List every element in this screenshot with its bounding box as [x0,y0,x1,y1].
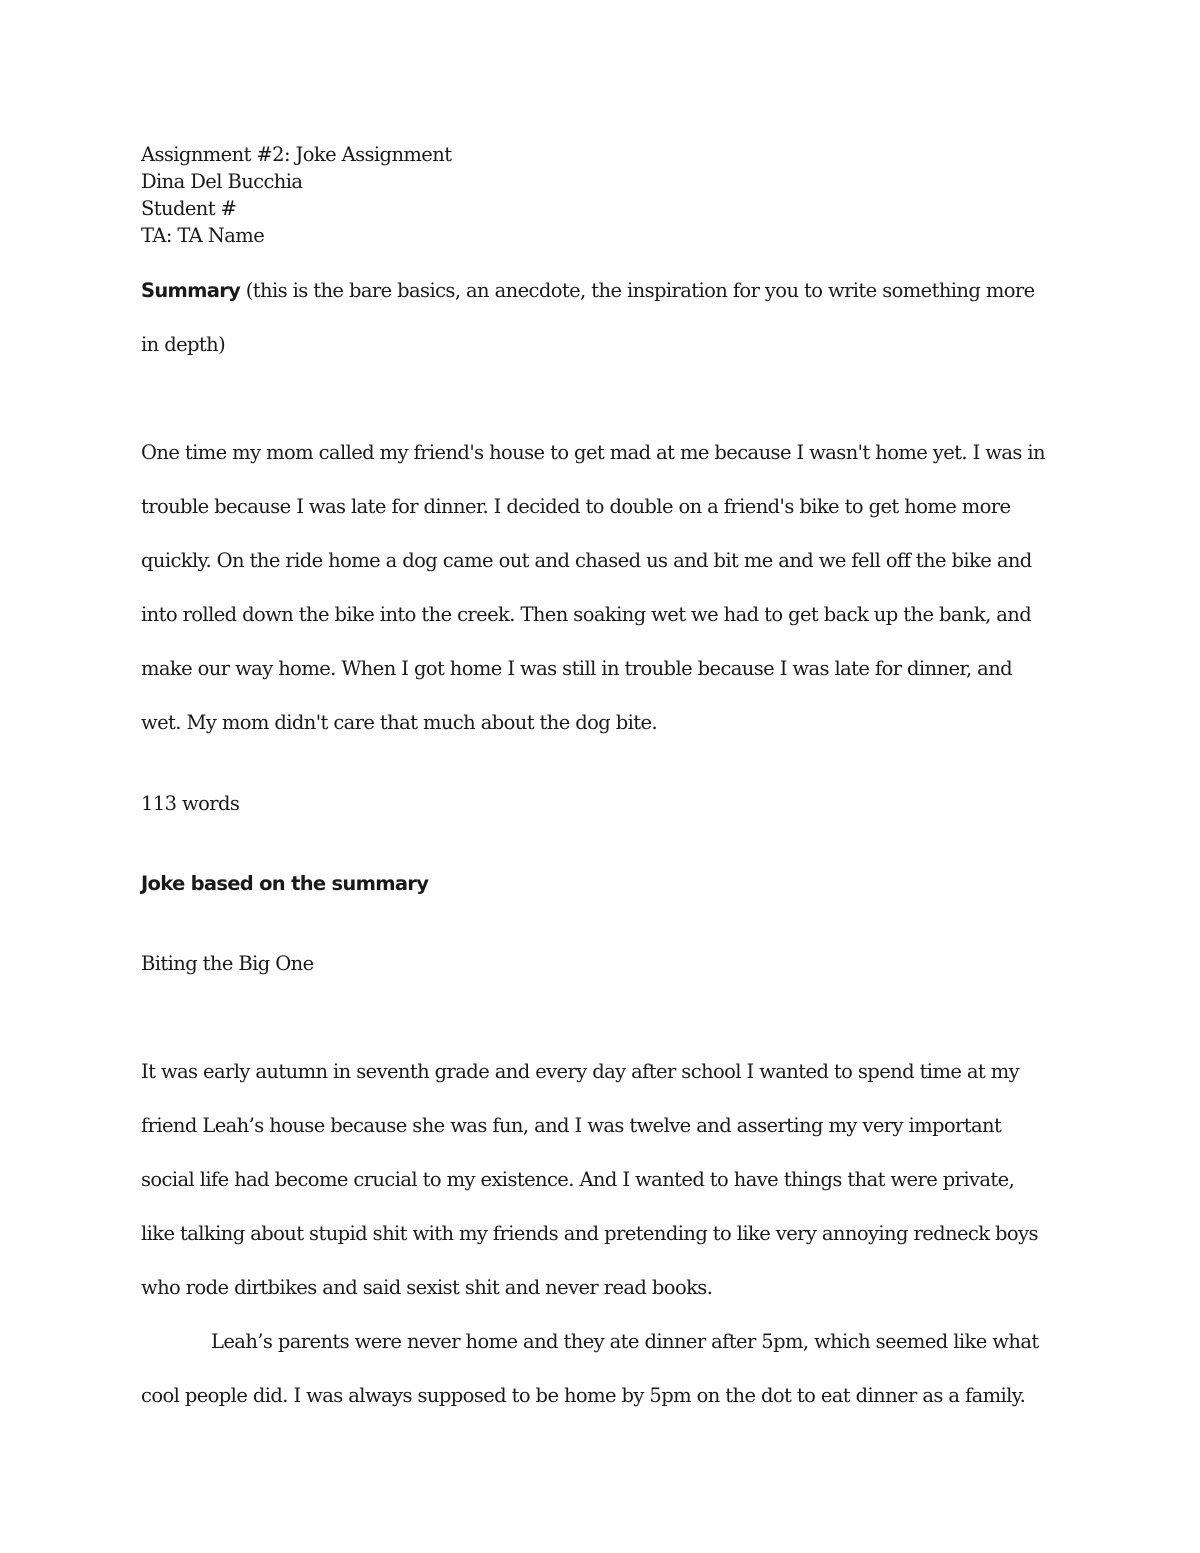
ta-name: TA: TA Name [141,224,265,247]
summary-body-line: trouble because I was late for dinner. I decided to double on a friend's bike to get home more [141,495,1011,518]
joke-body-line: who rode dirtbikes and said sexist shit and never read books. [141,1276,713,1299]
summary-body-line: quickly. On the ride home a dog came out and chased us and bit me and we fell off the bike and [141,549,1032,572]
summary-note: (this is the bare basics, an anecdote, the inspiration for you to write something more [240,279,1035,302]
word-count: 113 words [141,792,240,815]
summary-body-line: wet. My mom didn't care that much about the dog bite. [141,711,658,734]
joke-body-line: like talking about stupid shit with my friends and pretending to like very annoying redneck boys [141,1222,1038,1245]
summary-body-line: make our way home. When I got home I was still in trouble because I was late for dinner, and [141,657,1013,680]
joke-body-line: social life had become crucial to my existence. And I wanted to have things that were private, [141,1168,1015,1191]
joke-heading: Joke based on the summary [141,872,429,895]
joke-body-line: Leah’s parents were never home and they ate dinner after 5pm, which seemed like what [211,1330,1039,1353]
student-number: Student # [141,197,237,220]
author-name: Dina Del Bucchia [141,170,303,193]
assignment-title: Assignment #2: Joke Assignment [141,143,452,166]
joke-body-line: It was early autumn in seventh grade and every day after school I wanted to spend time at my [141,1060,1020,1083]
joke-title: Biting the Big One [141,952,314,975]
document-header [141,141,1061,249]
joke-body-line: friend Leah’s house because she was fun, and I was twelve and asserting my very important [141,1114,1002,1137]
summary-body-line: into rolled down the bike into the creek. Then soaking wet we had to get back up the bank, and [141,603,1032,626]
joke-body-line: cool people did. I was always supposed to be home by 5pm on the dot to eat dinner as a family. [141,1384,1026,1407]
summary-note-continued: in depth) [141,333,226,356]
summary-body-line: One time my mom called my friend's house to get mad at me because I wasn't home yet. I was in [141,441,1045,464]
summary-heading: Summary [141,279,241,302]
summary-heading-line [141,264,1061,318]
